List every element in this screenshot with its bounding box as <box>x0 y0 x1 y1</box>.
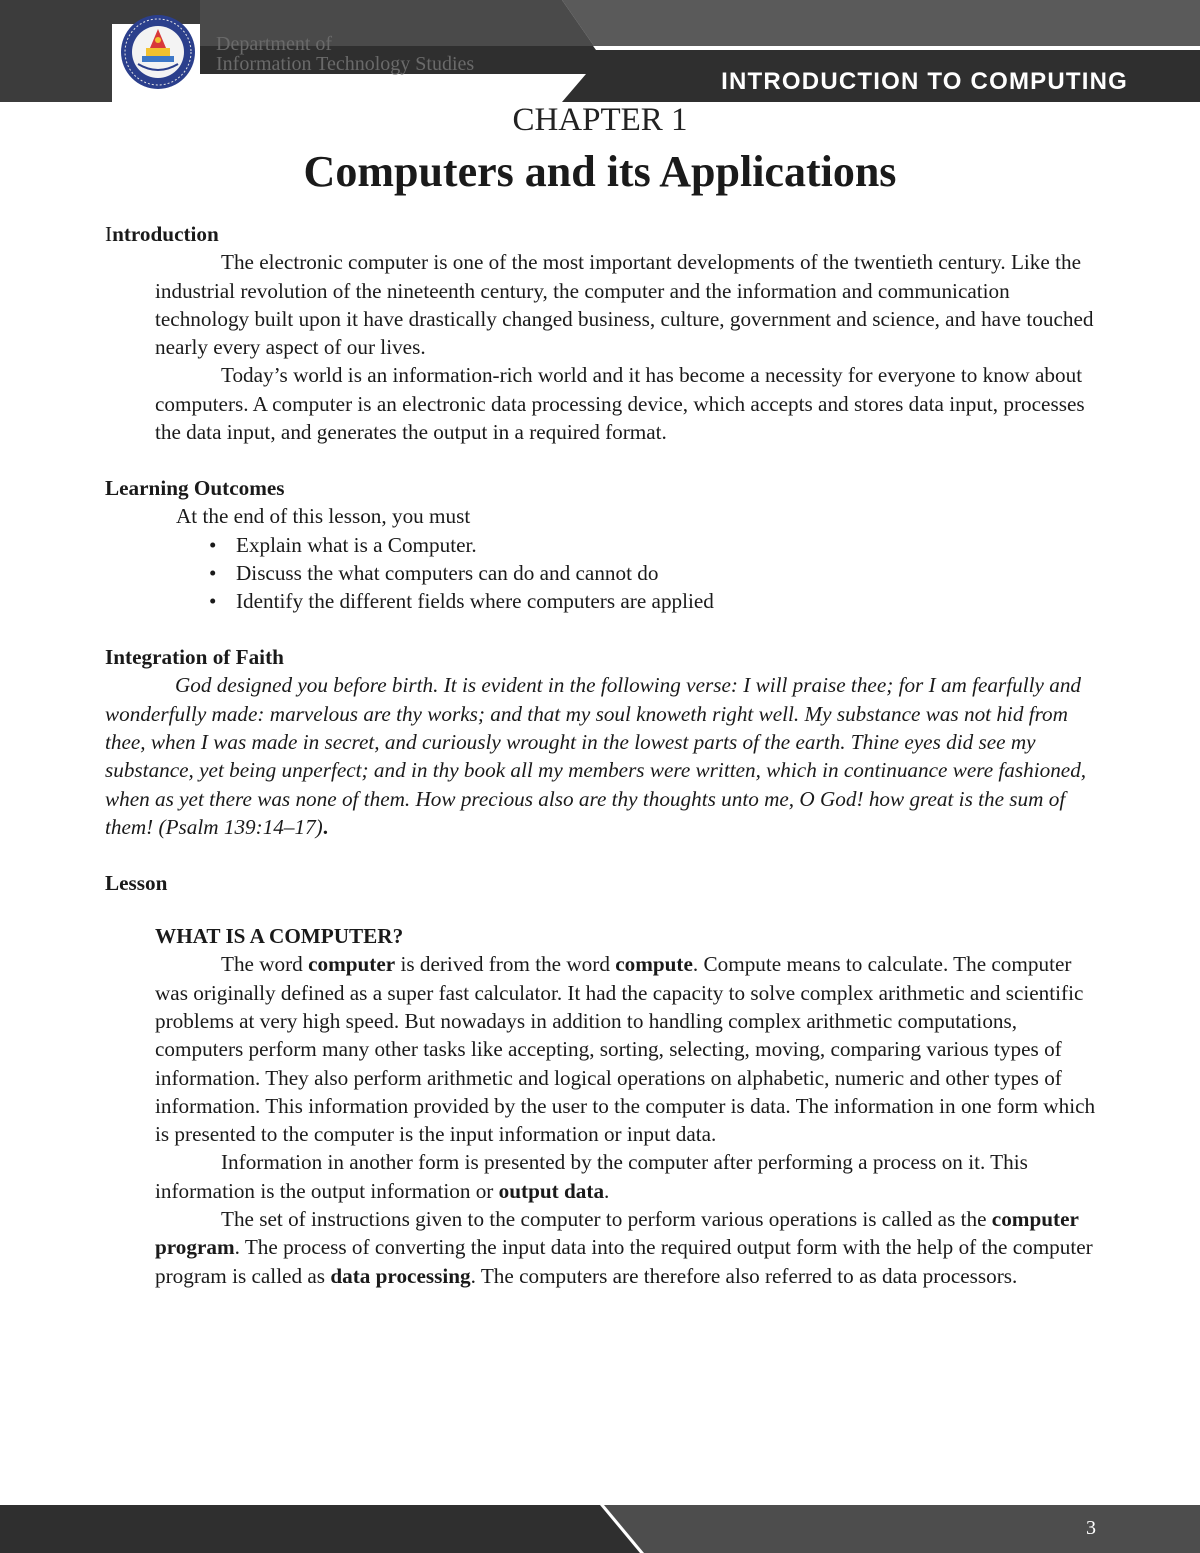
introduction-heading <box>105 220 1105 248</box>
learning-outcomes-list <box>105 531 1105 616</box>
department-name <box>216 34 474 74</box>
dept-line-1: Department of <box>216 33 333 55</box>
department-seal-logo <box>120 14 196 90</box>
document-body <box>105 220 1105 1290</box>
list-item <box>209 587 1105 615</box>
course-title: INTRODUCTION TO COMPUTING <box>721 68 1128 95</box>
introduction-paragraph-2: Today’s world is an information-rich world and it has become a necessity for everyone to know about computers. A computer is an electronic data processing device, which accepts and stores data input, processes the data input, and generates the output in a required format. <box>155 363 1085 445</box>
term-computer: computer <box>308 952 396 977</box>
list-item <box>209 559 1105 587</box>
faith-heading: Integration of Faith <box>105 645 284 670</box>
bullet-icon: • <box>209 589 217 614</box>
term-compute: compute <box>615 952 693 977</box>
faith-verse: God designed you before birth. It is evident in the following verse: I will praise thee; for I am fearfully and wonderfully made: marvelous are thy works; and that my soul knoweth right well. My substance was not hid from thee, when I was made in secret, and curiously wrought in the lowest parts of the earth. Thine eyes did see my substance, yet being unperfect; and in thy book all my members were written, which in continuance were fashioned, when as yet there was none of them. How precious also are thy thoughts unto me, O God! how great is the sum of them! (Psalm 139:14–17) <box>105 673 1087 839</box>
text-run: . <box>604 1178 610 1203</box>
text-run: . The computers are therefore also referred to as data processors. <box>470 1263 1018 1288</box>
dept-line-2: Information Technology Studies <box>216 53 475 75</box>
faith-paragraph <box>105 671 1105 841</box>
page-title: Computers and its Applications <box>303 147 897 196</box>
text-run: The word <box>221 952 309 977</box>
term-computer-program: computer program <box>155 1206 1079 1260</box>
bullet-icon: • <box>209 560 217 585</box>
bullet-icon: • <box>209 532 217 557</box>
text-run: The set of instructions given to the computer to perform various operations is called as the <box>221 1206 992 1231</box>
faith-end: . <box>322 814 329 839</box>
list-item <box>209 531 1105 559</box>
text-run: . The process of converting the input data into the required output form with the help of the computer program is called as <box>155 1235 1093 1288</box>
text-run: Information in another form is presented by the computer after performing a process on it. This information is the output information or <box>155 1150 1028 1203</box>
outcome-text: Identify the different fields where computers are applied <box>236 589 714 614</box>
outcome-text: Explain what is a Computer. <box>236 532 477 557</box>
page-header <box>0 0 1200 102</box>
lesson-subheading: WHAT IS A COMPUTER? <box>155 924 404 949</box>
lesson-heading: Lesson <box>105 870 168 895</box>
lesson-paragraph-2 <box>105 1148 1105 1205</box>
page-number: 3 <box>1086 1517 1096 1539</box>
introduction-paragraph-1: The electronic computer is one of the most important developments of the twentieth century. Like the industrial revolution of the nineteenth century, the computer and the information and communication technology built upon it have drastically changed business, culture, government and science, and have touched nearly every aspect of our lives. <box>155 250 1094 360</box>
page-footer <box>0 1505 1200 1553</box>
introduction-heading-rest: ntroduction <box>112 222 219 246</box>
term-data-processing: data processing <box>330 1263 471 1288</box>
lesson-paragraph-1 <box>105 950 1105 1148</box>
learning-outcomes-heading: Learning Outcomes <box>105 475 285 500</box>
text-run: is derived from the word <box>395 952 616 977</box>
outcome-text: Discuss the what computers can do and cannot do <box>236 560 659 585</box>
introduction-heading-initial: I <box>105 222 113 246</box>
lesson-paragraph-3 <box>105 1205 1105 1290</box>
footer-band <box>0 1505 1200 1553</box>
text-run: . Compute means to calculate. The computer was originally defined as a super fast calculator. It had the capacity to solve complex arithmetic and scientific problems at very high speed. But nowadays in addition to handling complex arithmetic computations, computers perform many other tasks like accepting, sorting, selecting, moving, comparing various types of information. They also perform arithmetic and logical operations on alphabetic, numeric and other types of information. This information provided by the user to the computer is data. The information in one form which is presented to the computer is the input information or input data. <box>155 952 1096 1147</box>
learning-outcomes-lead: At the end of this lesson, you must <box>176 504 471 529</box>
term-output-data: output data <box>498 1178 605 1203</box>
chapter-label: CHAPTER 1 <box>512 102 688 138</box>
